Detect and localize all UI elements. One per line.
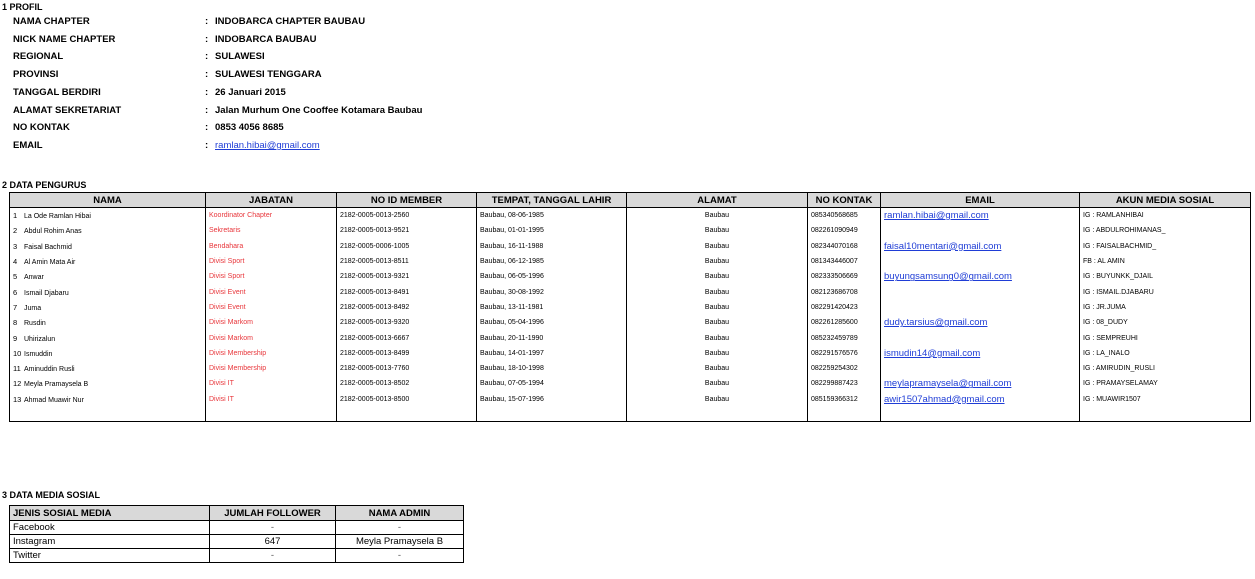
cell-kontak: 082291420423	[808, 300, 881, 315]
profil-label: REGIONAL	[13, 51, 64, 63]
cell-akun: FB : AL AMIN	[1080, 254, 1251, 269]
cell-follower: 647	[210, 535, 336, 549]
cell-nama	[10, 300, 206, 315]
profil-value: 26 Januari 2015	[215, 86, 286, 98]
profil-label: TANGGAL BERDIRI	[13, 86, 101, 98]
profil-value: 0853 4056 8685	[215, 122, 284, 134]
cell-kontak: 085340568685	[808, 208, 881, 224]
row-number: 11	[13, 364, 21, 374]
table-row	[10, 346, 1251, 361]
cell-alamat: Baubau	[627, 330, 808, 345]
section-media-heading: 3 DATA MEDIA SOSIAL	[2, 490, 101, 500]
cell-alamat: Baubau	[627, 269, 808, 284]
cell-id-member: 2182-0005-0013-8491	[337, 284, 477, 299]
empty-cell	[337, 407, 477, 422]
cell-alamat: Baubau	[627, 239, 808, 254]
col-header-alamat: ALAMAT	[627, 193, 808, 208]
cell-jabatan: Divisi Markom	[206, 330, 337, 345]
member-name: Al Amin Mata Air	[24, 259, 76, 267]
cell-email	[881, 361, 1080, 376]
cell-admin: Meyla Pramaysela B	[336, 535, 464, 549]
profil-email-link[interactable]: ramlan.hibai@gmail.com	[215, 139, 320, 151]
cell-kontak: 082299887423	[808, 376, 881, 391]
cell-jabatan: Sekretaris	[206, 223, 337, 238]
cell-akun: IG : RAMLANHIBAI	[1080, 208, 1251, 224]
email-link[interactable]: buyungsamsung0@gmail.com	[884, 271, 1012, 283]
profil-colon: :	[205, 69, 209, 81]
cell-jabatan: Divisi Event	[206, 300, 337, 315]
profil-colon: :	[205, 104, 209, 116]
cell-kontak: 082259254302	[808, 361, 881, 376]
member-name: Abdul Rohim Anas	[24, 228, 82, 236]
profil-label: NO KONTAK	[13, 122, 70, 134]
cell-email	[881, 284, 1080, 299]
cell-email	[881, 208, 1080, 224]
empty-cell	[1080, 407, 1251, 422]
cell-akun: IG : ABDULROHIMANAS_	[1080, 223, 1251, 238]
col-header-nama: NAMA	[10, 193, 206, 208]
table-row	[10, 535, 464, 549]
row-number: 7	[13, 302, 18, 312]
profil-label: NAMA CHAPTER	[13, 16, 90, 27]
cell-ttl: Baubau, 08-06-1985	[477, 208, 627, 224]
cell-follower: -	[210, 521, 336, 535]
cell-id-member: 2182-0005-0013-9320	[337, 315, 477, 330]
cell-email	[881, 223, 1080, 238]
cell-alamat: Baubau	[627, 392, 808, 407]
cell-alamat: Baubau	[627, 284, 808, 299]
cell-kontak: 085159366312	[808, 392, 881, 407]
cell-kontak: 082333506669	[808, 269, 881, 284]
cell-id-member: 2182-0005-0013-8492	[337, 300, 477, 315]
cell-email	[881, 300, 1080, 315]
cell-nama	[10, 239, 206, 254]
profil-label: PROVINSI	[13, 69, 59, 81]
email-link[interactable]: meylapramaysela@gmail.com	[884, 378, 1012, 390]
cell-nama	[10, 330, 206, 345]
table-row	[10, 239, 1251, 254]
table-row	[10, 269, 1251, 284]
cell-kontak: 081343446007	[808, 254, 881, 269]
col-header-ttl: TEMPAT, TANGGAL LAHIR	[477, 193, 627, 208]
cell-nama	[10, 346, 206, 361]
member-name: Meyla Pramaysela B	[24, 381, 89, 389]
cell-alamat: Baubau	[627, 376, 808, 391]
profil-value: Jalan Murhum One Cooffee Kotamara Baubau	[215, 104, 423, 116]
cell-kontak: 082291576576	[808, 346, 881, 361]
member-name: Rusdin	[24, 320, 46, 328]
cell-akun: IG : LA_INALO	[1080, 346, 1251, 361]
row-number: 8	[13, 318, 18, 328]
table-row	[10, 254, 1251, 269]
member-name: La Ode Ramlan Hibai	[24, 213, 91, 221]
member-name: Ismuddin	[24, 350, 53, 358]
profil-value: SULAWESI	[215, 51, 265, 63]
member-name: Ismail Djabaru	[24, 289, 69, 297]
cell-akun: IG : FAISALBACHMID_	[1080, 239, 1251, 254]
email-link[interactable]: ramlan.hibai@gmail.com	[884, 210, 989, 222]
empty-cell	[881, 407, 1080, 422]
profil-value: SULAWESI TENGGARA	[215, 69, 322, 81]
row-number: 6	[13, 287, 18, 297]
cell-alamat: Baubau	[627, 223, 808, 238]
col-header-jabatan: JABATAN	[206, 193, 337, 208]
cell-follower: -	[210, 549, 336, 563]
cell-alamat: Baubau	[627, 346, 808, 361]
row-number: 5	[13, 272, 18, 282]
cell-email	[881, 330, 1080, 345]
section-pengurus-heading: 2 DATA PENGURUS	[2, 180, 87, 190]
cell-kontak: 085232459789	[808, 330, 881, 345]
col-header-admin: NAMA ADMIN	[336, 506, 464, 521]
cell-akun: IG : MUAWIR1507	[1080, 392, 1251, 407]
table-row	[10, 549, 464, 563]
member-name: Ahmad Muawir Nur	[24, 396, 84, 404]
cell-email	[881, 392, 1080, 407]
cell-akun: IG : BUYUNKK_DJAIL	[1080, 269, 1251, 284]
cell-id-member: 2182-0005-0013-8500	[337, 392, 477, 407]
cell-nama	[10, 284, 206, 299]
row-number: 13	[13, 394, 22, 404]
cell-ttl: Baubau, 05-04-1996	[477, 315, 627, 330]
cell-jabatan: Divisi Membership	[206, 346, 337, 361]
cell-akun: IG : AMIRUDIN_RUSLI	[1080, 361, 1251, 376]
cell-email	[881, 315, 1080, 330]
table-row	[10, 315, 1251, 330]
col-header-kontak: NO KONTAK	[808, 193, 881, 208]
profil-colon: :	[205, 51, 209, 63]
profil-colon: :	[205, 86, 209, 98]
cell-nama	[10, 361, 206, 376]
cell-id-member: 2182-0005-0013-8511	[337, 254, 477, 269]
cell-jabatan: Divisi Sport	[206, 254, 337, 269]
cell-kontak: 082261285600	[808, 315, 881, 330]
cell-nama	[10, 392, 206, 407]
cell-id-member: 2182-0005-0013-9521	[337, 223, 477, 238]
member-name: Uhirizalun	[24, 335, 56, 343]
row-number: 3	[13, 241, 18, 251]
row-number: 9	[13, 333, 18, 343]
cell-id-member: 2182-0005-0013-6667	[337, 330, 477, 345]
cell-ttl: Baubau, 30-08-1992	[477, 284, 627, 299]
profil-label: ALAMAT SEKRETARIAT	[13, 104, 122, 116]
cell-akun: IG : 08_DUDY	[1080, 315, 1251, 330]
cell-akun: IG : SEMPREUHI	[1080, 330, 1251, 345]
cell-ttl: Baubau, 20-11-1990	[477, 330, 627, 345]
cell-admin: -	[336, 521, 464, 535]
cell-id-member: 2182-0005-0013-9321	[337, 269, 477, 284]
cell-alamat: Baubau	[627, 254, 808, 269]
email-link[interactable]: dudy.tarsius@gmail.com	[884, 317, 988, 329]
email-link[interactable]: faisal10mentari@gmail.com	[884, 240, 1002, 252]
cell-kontak: 082261090949	[808, 223, 881, 238]
cell-jenis: Instagram	[10, 535, 210, 549]
section-profil-heading: 1 PROFIL	[2, 2, 43, 12]
cell-id-member: 2182-0005-0013-2560	[337, 208, 477, 224]
profil-colon: :	[205, 16, 209, 27]
pengurus-table	[9, 192, 1251, 422]
cell-jabatan: Bendahara	[206, 239, 337, 254]
table-row	[10, 208, 1251, 224]
cell-alamat: Baubau	[627, 300, 808, 315]
member-name: Faisal Bachmid	[24, 243, 72, 251]
col-header-follower: JUMLAH FOLLOWER	[210, 506, 336, 521]
profil-label: NICK NAME CHAPTER	[13, 33, 116, 45]
cell-nama	[10, 208, 206, 224]
cell-ttl: Baubau, 13-11-1981	[477, 300, 627, 315]
row-number: 10	[13, 348, 22, 358]
cell-email	[881, 254, 1080, 269]
cell-ttl: Baubau, 07-05-1994	[477, 376, 627, 391]
empty-cell	[627, 407, 808, 422]
profil-colon: :	[205, 139, 209, 151]
profil-value: INDOBARCA BAUBAU	[215, 33, 317, 45]
media-table	[9, 505, 464, 563]
table-row	[10, 223, 1251, 238]
cell-jenis: Facebook	[10, 521, 210, 535]
cell-jenis: Twitter	[10, 549, 210, 563]
row-number: 4	[13, 257, 18, 267]
cell-jabatan: Divisi IT	[206, 392, 337, 407]
cell-akun: IG : ISMAIL.DJABARU	[1080, 284, 1251, 299]
table-row	[10, 300, 1251, 315]
profil-colon: :	[205, 122, 209, 134]
cell-jabatan: Divisi IT	[206, 376, 337, 391]
profil-value: INDOBARCA CHAPTER BAUBAU	[215, 16, 366, 27]
cell-ttl: Baubau, 01-01-1995	[477, 223, 627, 238]
cell-nama	[10, 376, 206, 391]
cell-jabatan: Divisi Membership	[206, 361, 337, 376]
table-row	[10, 330, 1251, 345]
cell-kontak: 082123686708	[808, 284, 881, 299]
table-filler-row	[10, 407, 1251, 422]
empty-cell	[10, 407, 206, 422]
cell-admin: -	[336, 549, 464, 563]
table-row	[10, 284, 1251, 299]
cell-jabatan: Divisi Markom	[206, 315, 337, 330]
cell-alamat: Baubau	[627, 361, 808, 376]
empty-cell	[477, 407, 627, 422]
table-row	[10, 361, 1251, 376]
cell-ttl: Baubau, 18-10-1998	[477, 361, 627, 376]
col-header-jenis: JENIS SOSIAL MEDIA	[10, 506, 210, 521]
col-header-akun: AKUN MEDIA SOSIAL	[1080, 193, 1251, 208]
col-header-id-member: NO ID MEMBER	[337, 193, 477, 208]
table-row	[10, 521, 464, 535]
cell-akun: IG : JR.JUMA	[1080, 300, 1251, 315]
cell-kontak: 082344070168	[808, 239, 881, 254]
cell-ttl: Baubau, 14-01-1997	[477, 346, 627, 361]
cell-ttl: Baubau, 16-11-1988	[477, 239, 627, 254]
cell-jabatan: Koordinator Chapter	[206, 208, 337, 224]
cell-email	[881, 376, 1080, 391]
table-row	[10, 376, 1251, 391]
cell-nama	[10, 269, 206, 284]
table-row	[10, 392, 1251, 407]
cell-alamat: Baubau	[627, 208, 808, 224]
cell-email	[881, 346, 1080, 361]
empty-cell	[206, 407, 337, 422]
member-name: Anwar	[24, 274, 44, 282]
cell-id-member: 2182-0005-0013-8499	[337, 346, 477, 361]
member-name: Aminuddin Rusli	[24, 366, 75, 374]
cell-id-member: 2182-0005-0013-8502	[337, 376, 477, 391]
member-name: Juma	[24, 304, 42, 312]
cell-id-member: 2182-0005-0013-7760	[337, 361, 477, 376]
cell-ttl: Baubau, 06-12-1985	[477, 254, 627, 269]
email-link[interactable]: awir1507ahmad@gmail.com	[884, 393, 1005, 405]
cell-jabatan: Divisi Event	[206, 284, 337, 299]
cell-ttl: Baubau, 06-05-1996	[477, 269, 627, 284]
cell-akun: IG : PRAMAYSELAMAY	[1080, 376, 1251, 391]
cell-alamat: Baubau	[627, 315, 808, 330]
cell-nama	[10, 223, 206, 238]
cell-nama	[10, 315, 206, 330]
cell-id-member: 2182-0005-0006-1005	[337, 239, 477, 254]
cell-email	[881, 269, 1080, 284]
row-number: 12	[13, 379, 22, 389]
email-link[interactable]: ismudin14@gmail.com	[884, 347, 981, 359]
cell-ttl: Baubau, 15-07-1996	[477, 392, 627, 407]
row-number: 2	[13, 226, 18, 236]
profil-label: EMAIL	[13, 139, 43, 151]
cell-nama	[10, 254, 206, 269]
empty-cell	[808, 407, 881, 422]
cell-email	[881, 239, 1080, 254]
col-header-email: EMAIL	[881, 193, 1080, 208]
profil-colon: :	[205, 33, 209, 45]
cell-jabatan: Divisi Sport	[206, 269, 337, 284]
row-number: 1	[13, 211, 18, 221]
